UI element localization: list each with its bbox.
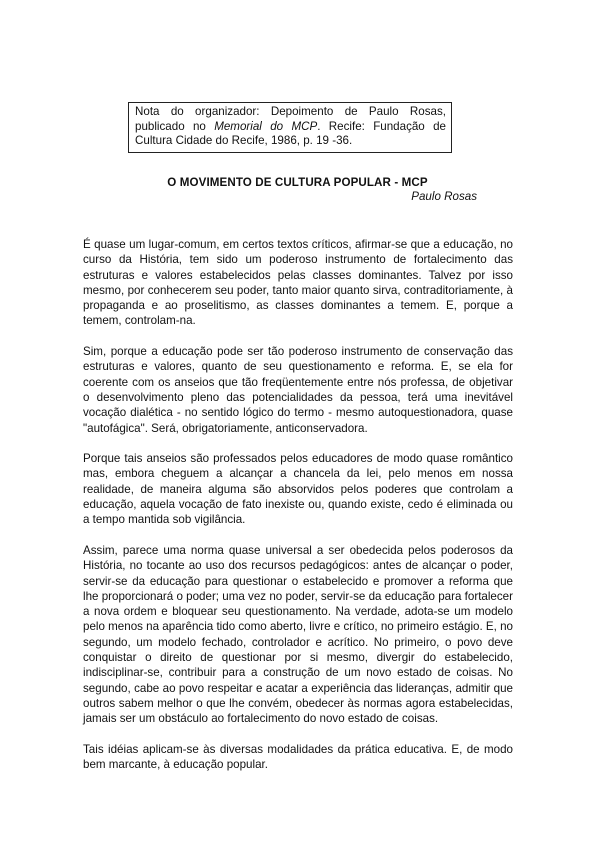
paragraph: Porque tais anseios são professados pelos educadores de modo quase romântico mas, embora cheguem a alcançar a chancela da lei, pelo menos em nossa realidade, de maneira alguma são absorvidos pelos poderes que controlam a educação, aquela vocação de fato inexiste ou, quando existe, cedo é eliminada ou a tempo mantida sob vigilância. [83,452,513,527]
note-publication: Memorial do MCP [214,119,318,133]
article-body [83,237,513,788]
paragraph: Assim, parece uma norma quase universal a ser obedecida pelos poderosos da História, no tocante ao uso dos recursos pedagógicos: antes de alcançar o poder, servir-se da educação para questionar o estabelecido e promover a reforma que lhe proporcionará o poder; uma vez no poder, servir-se da educação para fortalecer a nova ordem e bloquear seu questionamento. Na verdade, adota-se um modelo pelo menos na aparência tido como aberto, livre e crítico, no primeiro estágio. E, no segundo, um modelo fechado, controlador e acrítico. No primeiro, o povo deve conquistar o direito de questionar por si mesmo, divergir do estabelecido, indisciplinar-se, contribuir para a construção de um novo estado de coisas. No segundo, cabe ao povo respeitar e acatar a experiência das lideranças, admitir que outros sabem melhor o que lhe convém, obedecer às normas agora estabelecidas, jamais ser um obstáculo ao fortalecimento do novo estado de coisas. [83,543,513,726]
organizer-note [128,102,452,153]
article-title: O MOVIMENTO DE CULTURA POPULAR - MCP [167,176,428,189]
note-suffix: . Recife: Fundação de Cultura Cidade do Recife, 1986, p. 19 -36. [135,119,446,148]
note-prefix: Nota do organizador: Depoimento de Paulo Rosas, publicado no [135,105,446,133]
paragraph: É quase um lugar-comum, em certos textos críticos, afirmar-se que a educação, no curso da História, tem sido um poderoso instrumento de fortalecimento das estruturas e valores estabelecidos pelas classes dominantes. Talvez por isso mesmo, por conhecerem seu poder, tanto maior quanto sirva, contraditoriamente, à propaganda e ao proselitismo, as classes dominantes a temem. E, porque a temem, controlam-na. [83,238,513,328]
paragraph: Sim, porque a educação pode ser tão poderoso instrumento de conservação das estruturas e valores, quanto de seu questionamento e reforma. E, se ela for coerente com os anseios que tão freqüentemente entre nós professa, de objetivar o desenvolvimento pleno das potencialidades da pessoa, terá uma inevitável vocação dialética - no sentido lógico do termo - mesmo autoquestionadora, quase "autofágica". Será, obrigatoriamente, anticonservadora. [83,345,513,435]
paragraph: Tais idéias aplicam-se às diversas modalidades da prática educativa. E, de modo bem marcante, à educação popular. [83,742,513,772]
article-author: Paulo Rosas [411,190,477,203]
